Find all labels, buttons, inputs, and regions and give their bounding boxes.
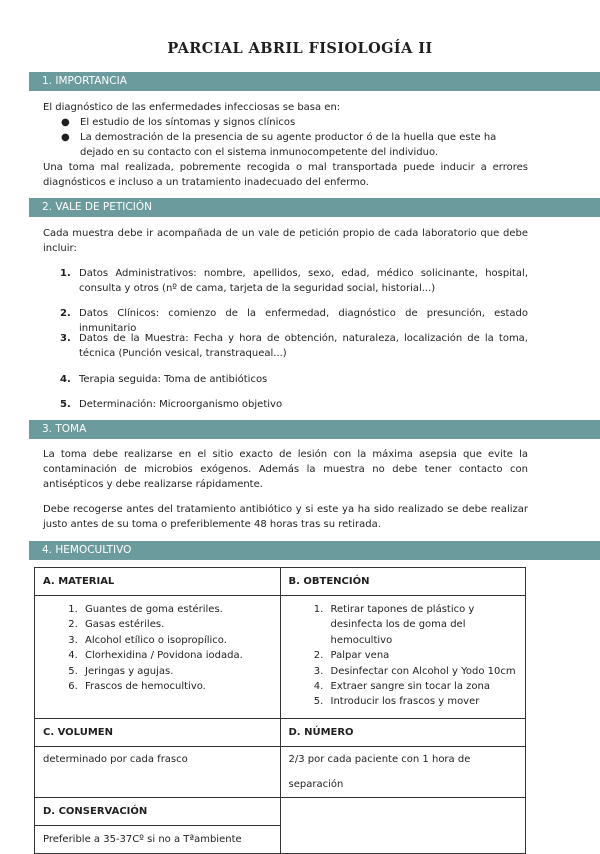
list-item: 5. Determinación: Microorganismo objetivo <box>60 399 283 410</box>
list-item: 4. Terapia seguida: Toma de antibióticos <box>60 374 268 385</box>
material-cell <box>35 596 281 719</box>
list-item: 3. Datos de la Muestra: Fecha y hora de obtención, naturaleza, localización de la toma, técnica (Punción vesical, transtraqueal...) <box>60 333 528 359</box>
section-heading-hemocultivo: 4. HEMOCULTIVO <box>29 541 600 560</box>
list-item: 2. Palpar vena <box>327 648 518 663</box>
list-item: 1. Datos Administrativos: nombre, apellidos, sexo, edad, médico solicinante, hospital, consulta y otros (nº de cama, tarjeta de la seguridad social, historial...) <box>60 268 528 294</box>
list-item: ● La demostración de la presencia de su agente productor ó de la huella que este ha dejado en su contacto con el sistema inmunocompetente del individuo. <box>61 132 497 158</box>
page-title: PARCIAL ABRIL FISIOLOGÍA II <box>167 40 433 57</box>
list-item: 4. Extraer sangre sin tocar la zona <box>327 679 518 694</box>
list-item: ● El estudio de los síntomas y signos clínicos <box>61 117 296 128</box>
empty-cell <box>280 797 526 853</box>
toma-paragraph-1: La toma debe realizarse en el sitio exacto de lesión con la máxima asepsia que evite la contaminación de microbios exógenos. Además la muestra no debe tener contacto con antisépticos y debe realizarse rápidamente. <box>43 449 528 490</box>
vale-intro: Cada muestra debe ir acompañada de un vale de petición propio de cada laboratorio que debe incluir: <box>43 228 528 254</box>
numero-value: 2/3 por cada paciente con 1 hora de separación <box>280 746 526 797</box>
importancia-bullet-list <box>43 115 528 160</box>
obtencion-header: B. OBTENCIÓN <box>280 568 526 596</box>
list-item: 2. Datos Clínicos: comienzo de la enfermedad, diagnóstico de presunción, estado inmunitario <box>60 308 528 334</box>
material-list <box>43 602 272 694</box>
bullet-icon: ● <box>61 117 70 128</box>
importancia-paragraph: Una toma mal realizada, pobremente recogida o mal transportada puede inducir a errores diagnósticos e incluso a un tratamiento inadecuado del enfermo. <box>43 162 528 188</box>
hemocultivo-table <box>34 567 526 854</box>
material-header: A. MATERIAL <box>35 568 281 596</box>
bullet-icon: ● <box>61 132 70 143</box>
list-item: 3. Desinfectar con Alcohol y Yodo 10cm <box>327 664 518 679</box>
conservacion-header: D. CONSERVACIÓN <box>35 797 281 825</box>
importancia-intro: El diagnóstico de las enfermedades infecciosas se basa en: <box>43 102 341 113</box>
conservacion-value: Preferible a 35-37Cº si no a Tªambiente <box>35 825 281 853</box>
obtencion-list <box>289 602 518 710</box>
list-item: 2. Gasas estériles. <box>81 617 272 632</box>
obtencion-cell <box>280 596 526 719</box>
list-item: 4. Clorhexidina / Povidona iodada. <box>81 648 272 663</box>
list-item: 1. Retirar tapones de plástico y desinfecta los de goma del hemocultivo <box>327 602 518 648</box>
list-item: 1. Guantes de goma estériles. <box>81 602 272 617</box>
toma-paragraph-2: Debe recogerse antes del tratamiento antibiótico y si este ya ha sido realizado se debe realizar justo antes de su toma o preferiblemente 48 horas tras su retirada. <box>43 504 528 530</box>
list-item: 5. Introducir los frascos y mover <box>327 694 518 709</box>
section-heading-vale-peticion: 2. VALE DE PETICIÓN <box>29 198 600 217</box>
numero-header: D. NÚMERO <box>280 718 526 746</box>
list-item: 6. Frascos de hemocultivo. <box>81 679 272 694</box>
section-heading-importancia: 1. IMPORTANCIA <box>29 72 600 91</box>
list-item: 5. Jeringas y agujas. <box>81 664 272 679</box>
section-heading-toma: 3. TOMA <box>29 420 600 439</box>
list-item: 3. Alcohol etílico o isopropílico. <box>81 633 272 648</box>
volumen-header: C. VOLUMEN <box>35 718 281 746</box>
volumen-value: determinado por cada frasco <box>35 746 281 797</box>
